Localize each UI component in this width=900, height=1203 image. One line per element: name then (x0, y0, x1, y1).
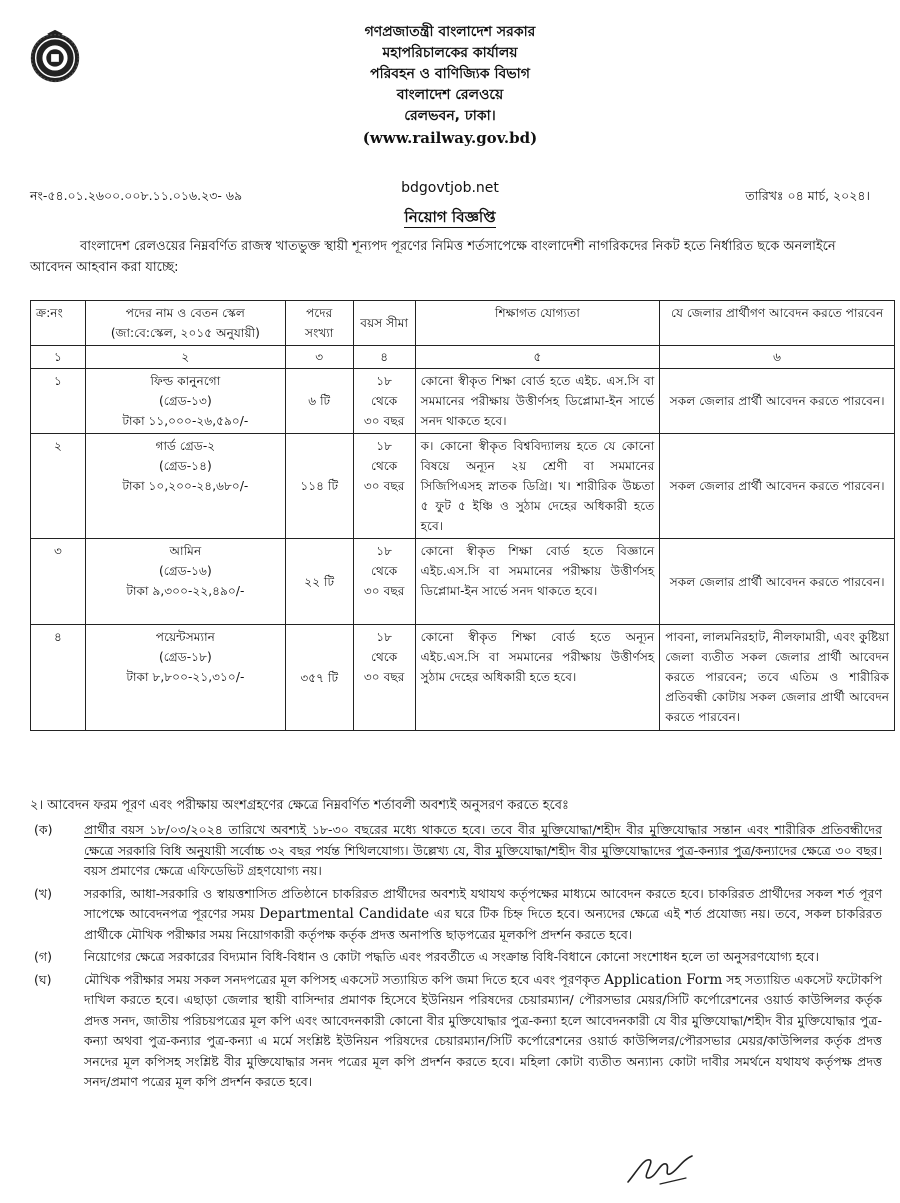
row-education: ক। কোনো স্বীকৃত বিশ্ববিদ্যালয় হতে যে কোনো বিষয়ে অন্যূন ২য় শ্রেণী বা সমমানের সিজিপিএসহ স্নাতক ডিগ্রি। খ। শারীরিক উচ্চতা ৫ ফুট ৫ ইঞ্চি ও সুঠাম দেহের অধিকারী হতে হবে। (415, 434, 660, 539)
row-post (85, 625, 285, 731)
row-post (85, 434, 285, 539)
table-header-row (31, 301, 895, 346)
conditions-list (30, 820, 882, 1095)
post-pay: টাকা ১০,২০০-২৪,৬৮০/- (122, 479, 249, 493)
website-link[interactable]: (www.railway.gov.bd) (362, 129, 538, 147)
row-count: ৬ টি (285, 369, 353, 434)
age-to: থেকে (371, 459, 398, 473)
header-line-office: মহাপরিচালকের কার্যালয় (382, 45, 518, 61)
row-count: ৩৫৭ টি (285, 625, 353, 731)
row-district: সকল জেলার প্রার্থী আবেদন করতে পারবেন। (660, 369, 895, 434)
age-max: ৩০ বছর (363, 479, 405, 493)
condition-text (84, 820, 882, 882)
condition-label: (ঘ) (34, 971, 52, 987)
header-sl: ক্র:নং (31, 301, 86, 346)
condition-text-part: সরকারি, আধা-সরকারি ও স্বায়ত্তশাসিত প্রতিষ্ঠানে চাকরিরত প্রার্থীদের অবশ্যই যথাযথ কর্তৃপক্ষের মাধ্যমে আবেদন করতে হবে। চাকরিরত প্রার্থীদের সকল শর্ত পূরণ সাপেক্ষে আবেদনপত্র পূরণের সময় (84, 885, 882, 921)
table-index-row (31, 346, 895, 369)
age-min: ১৮ (376, 544, 393, 558)
row-education: কোনো স্বীকৃত শিক্ষা বোর্ড হতে অন্যূন এইচ.এস.সি বা সমমানের পরীক্ষায় উত্তীর্ণসহ সুঠাম দেহের অধিকারী হতে হবে। (415, 625, 660, 731)
post-name: গার্ড গ্রেড-২ (155, 439, 216, 453)
age-limit-text: প্রার্থীর বয়স ১৮/০৩/২০২৪ তারিখে অবশ্যই ১৮-৩০ বছরের মধ্যে থাকতে হবে। তবে বীর মুক্তিযোদ্ধা/শহীদ বীর মুক্তিযোদ্ধার সন্তান এবং শারীরিক প্রতিবন্ধীদের ক্ষেত্রে সরকারি বিধি অনুযায়ী সর্বোচ্চ ৩২ বছর পর্যন্ত শিথিলযোগ্য। উল্লেখ্য যে, বীর মুক্তিযোদ্ধা/শহীদ বীর মুক্তিযোদ্ধাদের পুত্র-কন্যার পুত্র/কন্যাদের ক্ষেত্রে ৩০ বছর। (84, 822, 882, 858)
post-name: আমিন (169, 544, 202, 558)
post-pay: টাকা ৮,৮০০-২১,৩১০/- (126, 670, 245, 684)
condition-label: (গ) (34, 949, 52, 964)
post-pay: টাকা ৯,৩০০-২২,৪৯০/- (126, 584, 245, 598)
conditions-heading: ২। আবেদন ফরম পূরণ এবং পরীক্ষায় অংশগ্রহণের ক্ষেত্রে নিম্নবর্ণিত শর্তাবলী অবশ্যই অনুসরণ করতে হবেঃ (30, 798, 569, 813)
row-district: সকল জেলার প্রার্থী আবেদন করতে পারবেন। (660, 434, 895, 539)
header-age: বয়স সীমা (353, 301, 415, 346)
memo-number: নং-৫৪.০১.২৬০০.০০৮.১১.০১৬.২৩- ৬৯ (30, 188, 243, 203)
age-max: ৩০ বছর (363, 670, 405, 684)
condition-gha (30, 970, 882, 1093)
post-grade: (গ্রেড-১৮) (158, 650, 212, 664)
affidavit-note: বয়স প্রমাণের ক্ষেত্রে এফিডেভিট গ্রহণযোগ্য নয়। (84, 863, 322, 878)
row-education: কোনো স্বীকৃত শিক্ষা বোর্ড হতে বিজ্ঞানে এইচ.এস.সি বা সমমানের পরীক্ষায় উত্তীর্ণসহ ডিপ্লোমা-ইন সার্ভে সনদ থাকতে হবে। (415, 539, 660, 625)
condition-ka (30, 820, 882, 882)
index-cell: ৫ (415, 346, 660, 369)
table-row (31, 625, 895, 731)
notice-title: নিয়োগ বিজ্ঞপ্তি (404, 208, 496, 226)
notice-date: তারিখঃ ০৪ মার্চ, ২০২৪। (745, 188, 870, 203)
row-education: কোনো স্বীকৃত শিক্ষা বোর্ড হতে এইচ. এস.সি বা সমমানের পরীক্ষায় উত্তীর্ণসহ ডিপ্লোমা-ইন সার্ভে সনদ থাকতে হবে। (415, 369, 660, 434)
age-min: ১৮ (376, 630, 393, 644)
row-sl: ১ (31, 369, 86, 434)
row-count: ১১৪ টি (285, 434, 353, 539)
age-to: থেকে (371, 394, 398, 408)
signature-icon (620, 1148, 710, 1188)
index-cell: ৪ (353, 346, 415, 369)
condition-text-part: মৌখিক পরীক্ষার সময় সকল সনদপত্রের মূল কপিসহ একসেট সত্যায়িত কপি জমা দিতে হবে এবং পূরণকৃত (84, 971, 605, 987)
header-line-department: পরিবহন ও বাণিজ্যিক বিভাগ (370, 66, 530, 82)
row-age (353, 539, 415, 625)
row-post (85, 369, 285, 434)
condition-kha (30, 884, 882, 946)
table-row (31, 434, 895, 539)
row-age (353, 434, 415, 539)
age-to: থেকে (371, 564, 398, 578)
post-grade: (গ্রেড-১৩) (158, 394, 212, 408)
header-line-government: গণপ্রজাতন্ত্রী বাংলাদেশ সরকার (364, 24, 536, 40)
index-cell: ৬ (660, 346, 895, 369)
vacancy-table (30, 300, 895, 731)
row-sl: ২ (31, 434, 86, 539)
post-grade: (গ্রেড-১৪) (158, 459, 212, 473)
age-min: ১৮ (376, 374, 393, 388)
post-name: ফিল্ড কানুনগো (150, 374, 221, 388)
age-to: থেকে (371, 650, 398, 664)
intro-paragraph: বাংলাদেশ রেলওয়ের নিম্নবর্ণিত রাজস্ব খাতভুক্ত স্থায়ী শূন্যপদ পূরণের নিমিত্ত শর্তসাপেক্ষে বাংলাদেশী নাগরিকদের নিকট হতে নির্ধারিত ছকে অনলাইনে আবেদন আহবান করা যাচ্ছে: (30, 239, 836, 275)
header-count: পদের সংখ্যা (285, 301, 353, 346)
post-pay: টাকা ১১,০০০-২৬,৫৯০/- (122, 414, 249, 428)
row-age (353, 625, 415, 731)
age-max: ৩০ বছর (363, 584, 405, 598)
index-cell: ১ (31, 346, 86, 369)
condition-label: (ক) (34, 822, 53, 837)
header-district: যে জেলার প্রার্থীগণ আবেদন করতে পারবেন (660, 301, 895, 346)
condition-text-part: সহ সত্যায়িত একসেট ফটোকপি দাখিল করতে হবে। এছাড়া জেলার স্থায়ী বাসিন্দার প্রমাণক হিসেবে ইউনিয়ন পরিষদের চেয়ারম্যান/ পৌরসভার মেয়র/সিটি কর্পোরেশনের ওয়ার্ড কাউন্সিলর কর্তৃক প্রদত্ত সনদ, জাতীয় পরিচয়পত্রের মূল কপি এবং আবেদনকারী কোনো বীর মুক্তিযোদ্ধার পুত্র-কন্যা হলে আবেদনকারী যে বীর মুক্তিযোদ্ধা/শহীদ বীর মুক্তিযোদ্ধার পুত্র-কন্যা অথবা পুত্র-কন্যার পুত্র-কন্যা এ মর্মে সংশ্লিষ্ট ইউনিয়ন পরিষদের চেয়ারম্যান/সিটি কর্পোরেশনের ওয়ার্ড কাউন্সিলর/পৌরসভার মেয়র/কাউন্সিলর কর্তৃক প্রদত্ত সনদের মূল কপিসহ সংশ্লিষ্ট বীর মুক্তিযোদ্ধার সনদ পত্রের মূল কপি প্রদর্শন করতে হবে। মহিলা কোটা ব্যতীত অন্যান্য কোটা দাবীর সমর্থনে যথাযথ কর্তৃপক্ষ প্রদত্ত সনদ/প্রমাণ পত্রের মূল কপি প্রদর্শন করতে হবে। (84, 971, 882, 1089)
post-name: পয়েন্টসম্যান (155, 630, 215, 644)
header-line-address: রেলভবন, ঢাকা। (404, 108, 496, 124)
condition-text: নিয়োগের ক্ষেত্রে সরকারের বিদ্যমান বিধি-বিধান ও কোটা পদ্ধতি এবং পরবর্তীতে এ সংক্রান্ত বিধি-বিধানে কোনো সংশোধন হলে তা অনুসরণযোগ্য হবে। (84, 949, 819, 964)
condition-text (84, 884, 882, 946)
post-grade: (গ্রেড-১৬) (158, 564, 212, 578)
condition-text-part: এর ঘরে টিক চিহ্ন দিতে হবে। অন্যদের ক্ষেত্রে এই শর্ত প্রযোজ্য নয়। তবে, সকল চাকরিরত প্রার্থীকে মৌখিক পরীক্ষার সময় নিয়োগকারী কর্তৃপক্ষ কর্তৃক প্রদত্ত অনাপত্তি ছাড়পত্রের মূলকপি প্রদর্শন করতে হবে। (84, 906, 882, 942)
age-max: ৩০ বছর (363, 414, 405, 428)
index-cell: ৩ (285, 346, 353, 369)
table-row (31, 539, 895, 625)
row-age (353, 369, 415, 434)
header-line-organization: বাংলাদেশ রেলওয়ে (396, 87, 504, 103)
condition-label: (খ) (34, 885, 52, 901)
header-education: শিক্ষাগত যোগ্যতা (415, 301, 660, 346)
application-form-term: Application Form (604, 971, 723, 988)
row-count: ২২ টি (285, 539, 353, 625)
watermark-site: bdgovtjob.net (401, 180, 499, 196)
condition-ga (30, 947, 882, 968)
departmental-candidate-term: Departmental Candidate (259, 906, 430, 922)
index-cell: ২ (85, 346, 285, 369)
office-header (0, 22, 900, 149)
row-post (85, 539, 285, 625)
header-post: পদের নাম ও বেতন স্কেল (জা:বে:স্কেল, ২০১৫ অনুযায়ী) (85, 301, 285, 346)
row-sl: ৩ (31, 539, 86, 625)
table-row (31, 369, 895, 434)
row-district: সকল জেলার প্রার্থী আবেদন করতে পারবেন। (660, 539, 895, 625)
condition-text (84, 970, 882, 1093)
row-sl: ৪ (31, 625, 86, 731)
row-district: পাবনা, লালমনিরহাট, নীলফামারী, এবং কুষ্টিয়া জেলা ব্যতীত সকল জেলার প্রার্থী আবেদন করতে পারবেন; তবে এতিম ও শারীরিক প্রতিবন্ধী কোটায় সকল জেলার প্রার্থী আবেদন করতে পারবেন। (660, 625, 895, 731)
age-min: ১৮ (376, 439, 393, 453)
